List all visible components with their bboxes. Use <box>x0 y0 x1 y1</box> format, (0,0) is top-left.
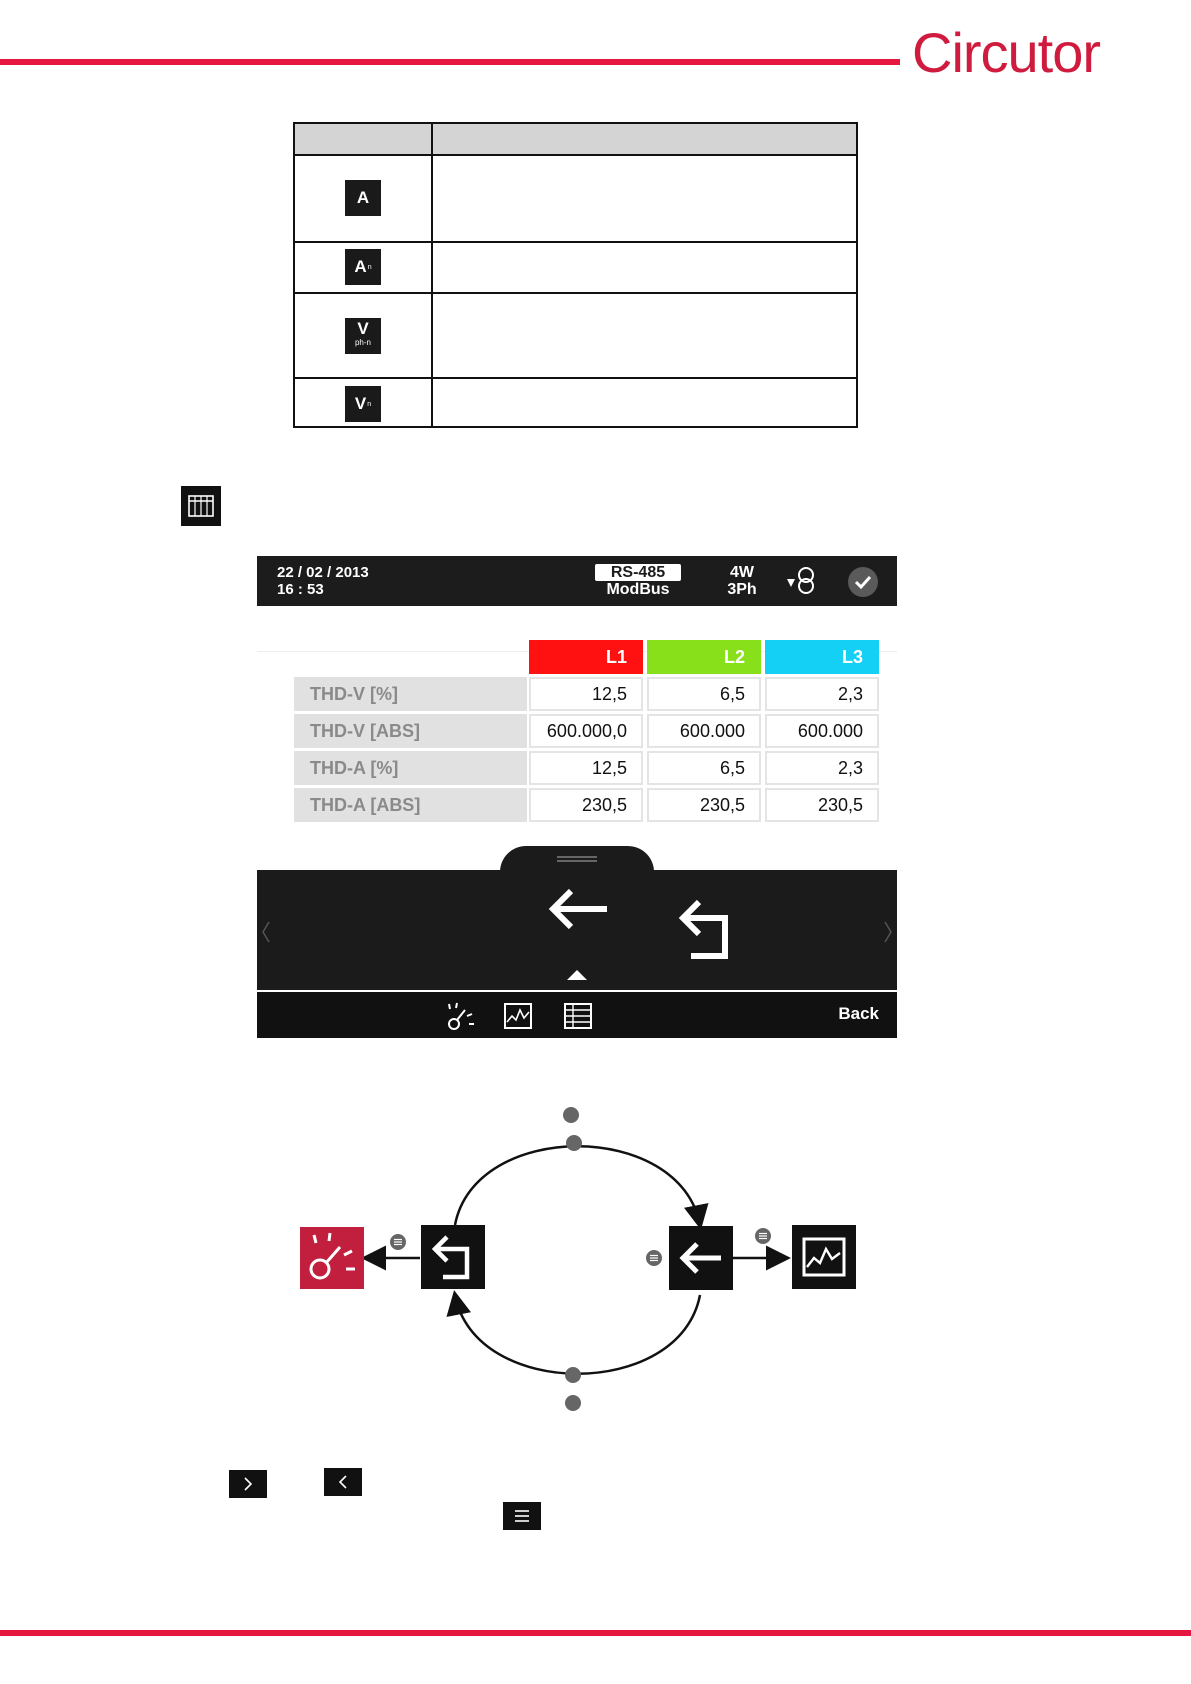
comm-port: RS-485 <box>595 564 681 581</box>
phase-l1-header: L1 <box>529 640 643 674</box>
value-cell: 6,5 <box>647 677 761 711</box>
footer-red-line <box>0 1630 1191 1636</box>
header-red-line <box>0 59 900 65</box>
table-icon[interactable] <box>563 1002 593 1030</box>
menu-pull-tab[interactable] <box>500 846 654 872</box>
wiring-config <box>719 564 765 598</box>
table-row-divider <box>295 241 856 243</box>
menu-up-icon[interactable] <box>567 968 587 980</box>
pull-grip <box>557 860 597 862</box>
row-label: THD-A [ABS] <box>294 788 527 822</box>
device-bottom-bar <box>257 992 897 1038</box>
transformer-icon <box>785 566 819 596</box>
phase-neutral-voltage-icon <box>345 318 381 354</box>
table-header <box>295 124 856 156</box>
symbol-sub: ph-n <box>354 338 371 347</box>
touch-dot <box>566 1135 582 1151</box>
value-cell: 600.000 <box>765 714 879 748</box>
value-cell: 12,5 <box>529 751 643 785</box>
circutor-logo: Circutor <box>912 21 1101 84</box>
value-cell: 600.000 <box>647 714 761 748</box>
left-arrow-icon <box>669 1226 733 1290</box>
meter-icon[interactable] <box>445 1002 477 1032</box>
return-arrow-reverse <box>447 1290 707 1410</box>
value-cell: 230,5 <box>765 788 879 822</box>
menu-next-icon[interactable] <box>883 920 893 944</box>
touch-dot <box>565 1395 581 1411</box>
value-cell: 2,3 <box>765 677 879 711</box>
table-view-icon <box>181 486 221 526</box>
device-status-bar <box>257 556 897 606</box>
left-key-icon <box>324 1468 362 1496</box>
menu-prev-icon[interactable] <box>261 920 271 944</box>
value-cell: 6,5 <box>647 751 761 785</box>
meter-icon <box>300 1227 364 1289</box>
table-row-divider <box>295 377 856 379</box>
cycle-arrow-top <box>455 1146 700 1225</box>
symbol-label: A <box>356 188 370 207</box>
date-text: 22 / 02 / 2013 <box>277 564 369 581</box>
back-icon[interactable] <box>677 898 739 964</box>
menu-key-icon <box>503 1502 541 1530</box>
navigation-menu <box>257 870 897 990</box>
chart-icon[interactable] <box>503 1002 533 1030</box>
symbol-label: V <box>354 394 367 413</box>
value-cell: 12,5 <box>529 677 643 711</box>
value-cell: 600.000,0 <box>529 714 643 748</box>
back-icon <box>421 1225 485 1289</box>
wiring-bottom: 3Ph <box>727 581 757 598</box>
menu-key-icon <box>646 1250 662 1266</box>
phase-l2-header: L2 <box>647 640 761 674</box>
table-column-divider <box>431 124 433 426</box>
symbol-label: A <box>354 257 367 276</box>
table-row-divider <box>295 292 856 294</box>
symbol-sub: n <box>367 263 372 271</box>
current-icon <box>345 180 381 216</box>
date-time <box>277 564 369 598</box>
chart-icon <box>792 1225 856 1289</box>
touch-dot <box>563 1107 579 1123</box>
right-key-icon <box>229 1470 267 1498</box>
wiring-top: 4W <box>730 564 754 581</box>
neutral-current-icon <box>345 249 381 285</box>
row-label: THD-V [ABS] <box>294 714 527 748</box>
symbols-table <box>293 122 858 428</box>
row-label: THD-A [%] <box>294 751 527 785</box>
value-cell: 230,5 <box>529 788 643 822</box>
row-label: THD-V [%] <box>294 677 527 711</box>
touch-dot <box>565 1367 581 1383</box>
neutral-voltage-icon <box>345 386 381 422</box>
status-ok-icon <box>847 566 879 598</box>
phase-l3-header: L3 <box>765 640 879 674</box>
comm-protocol: ModBus <box>606 581 670 598</box>
time-text: 16 : 53 <box>277 581 324 598</box>
left-arrow-icon[interactable] <box>545 884 611 934</box>
symbol-label: V <box>357 319 369 338</box>
pull-grip <box>557 856 597 858</box>
value-cell: 230,5 <box>647 788 761 822</box>
menu-key-icon <box>755 1228 771 1244</box>
value-cell: 2,3 <box>765 751 879 785</box>
menu-key-icon <box>390 1234 406 1250</box>
back-label[interactable]: Back <box>838 1004 879 1023</box>
symbol-sub: n <box>367 400 372 408</box>
comm-status <box>593 564 683 598</box>
